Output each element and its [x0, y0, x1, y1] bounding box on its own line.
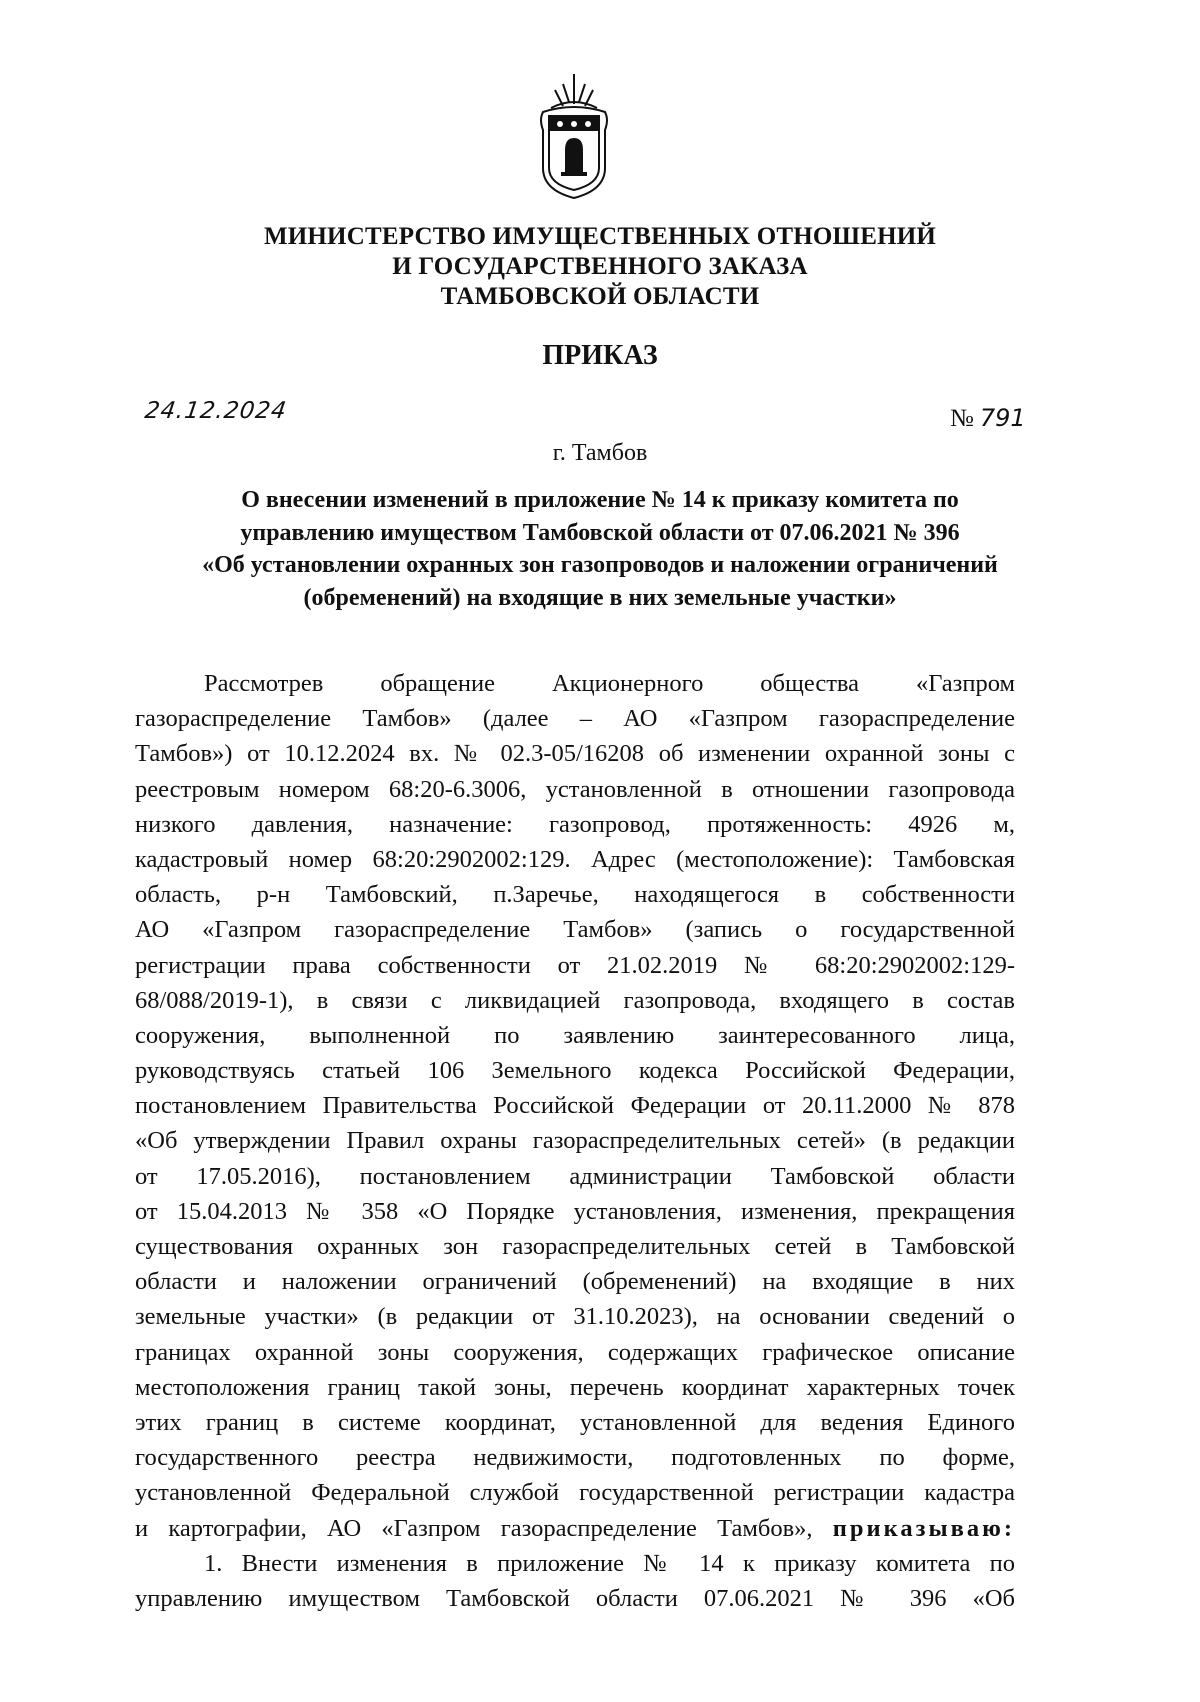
body-line: кадастровый номер 68:20:2902002:129. Адрес (местоположение): Тамбовская: [135, 845, 1015, 873]
body-line: 1. Внести изменения в приложение № 14 к приказу комитета по: [204, 1549, 1015, 1577]
body-line: низкого давления, назначение: газопровод, протяженность: 4926 м,: [135, 810, 1015, 838]
ministry-name-line: И ГОСУДАРСТВЕННОГО ЗАКАЗА: [392, 253, 808, 280]
body-line-text: и картографии, АО «Газпром газораспределение Тамбов»,: [135, 1514, 813, 1542]
body-line: регистрации права собственности от 21.02.2019 № 68:20:2902002:129-: [135, 951, 1015, 979]
body-line: руководствуясь статьей 106 Земельного кодекса Российской Федерации,: [135, 1057, 1015, 1085]
ministry-name: [0, 222, 1200, 312]
document-date: 24.12.2024: [143, 398, 289, 424]
ministry-name-line: ТАМБОВСКОЙ ОБЛАСТИ: [440, 283, 760, 310]
document-type: ПРИКАЗ: [542, 340, 658, 371]
body-line: постановлением Правительства Российской Федерации от 20.11.2000 № 878: [135, 1092, 1015, 1120]
document-body: [135, 666, 1015, 1616]
body-line: «Об утверждении Правил охраны газораспределительных сетей» (в редакции: [135, 1127, 1015, 1155]
body-line: сооружения, выполненной по заявлению заинтересованного лица,: [135, 1021, 1015, 1049]
body-line: АО «Газпром газораспределение Тамбов» (запись о государственной: [135, 916, 1015, 944]
body-line: управлению имуществом Тамбовской области 07.06.2021 № 396 «Об: [135, 1584, 1015, 1612]
body-line: земельные участки» (в редакции от 31.10.2023), на основании сведений о: [135, 1303, 1015, 1331]
body-line: границах охранной зоны сооружения, содержащих графическое описание: [135, 1338, 1015, 1366]
coat-of-arms-emblem: [533, 72, 615, 202]
document-number: [950, 404, 1026, 433]
number-value: 791: [979, 404, 1026, 432]
body-line: реестровым номером 68:20-6.3006, установленной в отношении газопровода: [135, 775, 1015, 803]
body-line: Тамбов») от 10.12.2024 вх. № 02.3-05/16208 об изменении охранной зоны с: [135, 740, 1015, 768]
document-title: [120, 484, 1080, 614]
city: г. Тамбов: [552, 440, 648, 466]
body-line: от 17.05.2016), постановлением администрации Тамбовской области: [135, 1162, 1015, 1190]
body-line: от 15.04.2013 № 358 «О Порядке установления, изменения, прекращения: [135, 1197, 1015, 1225]
title-line: «Об установлении охранных зон газопроводов и наложении ограничений: [202, 552, 998, 578]
title-line: управлению имуществом Тамбовской области от 07.06.2021 № 396: [240, 519, 960, 546]
body-line: область, р-н Тамбовский, п.Заречье, находящегося в собственности: [135, 881, 1015, 909]
body-line: этих границ в системе координат, установленной для ведения Единого: [135, 1408, 1015, 1436]
title-line: (обременений) на входящие в них земельные участки»: [303, 584, 897, 611]
body-line: [135, 1511, 1015, 1546]
order-word: приказываю:: [832, 1514, 1015, 1542]
body-line: 68/088/2019-1), в связи с ликвидацией газопровода, входящего в состав: [135, 986, 1015, 1014]
body-line: государственного реестра недвижимости, подготовленных по форме,: [135, 1444, 1015, 1472]
body-line: области и наложении ограничений (обременений) на входящие в них: [135, 1268, 1015, 1296]
body-line: существования охранных зон газораспределительных сетей в Тамбовской: [135, 1233, 1015, 1260]
body-line: местоположения границ такой зоны, перечень координат характерных точек: [135, 1373, 1015, 1401]
title-line: О внесении изменений в приложение № 14 к приказу комитета по: [241, 487, 959, 513]
ministry-name-line: МИНИСТЕРСТВО ИМУЩЕСТВЕННЫХ ОТНОШЕНИЙ: [263, 223, 937, 250]
body-line: Рассмотрев обращение Акционерного общества «Газпром: [204, 670, 1015, 697]
number-sign: №: [950, 405, 974, 432]
body-line: газораспределение Тамбов» (далее – АО «Газпром газораспределение: [135, 705, 1015, 733]
body-line: установленной Федеральной службой государственной регистрации кадастра: [135, 1479, 1015, 1507]
